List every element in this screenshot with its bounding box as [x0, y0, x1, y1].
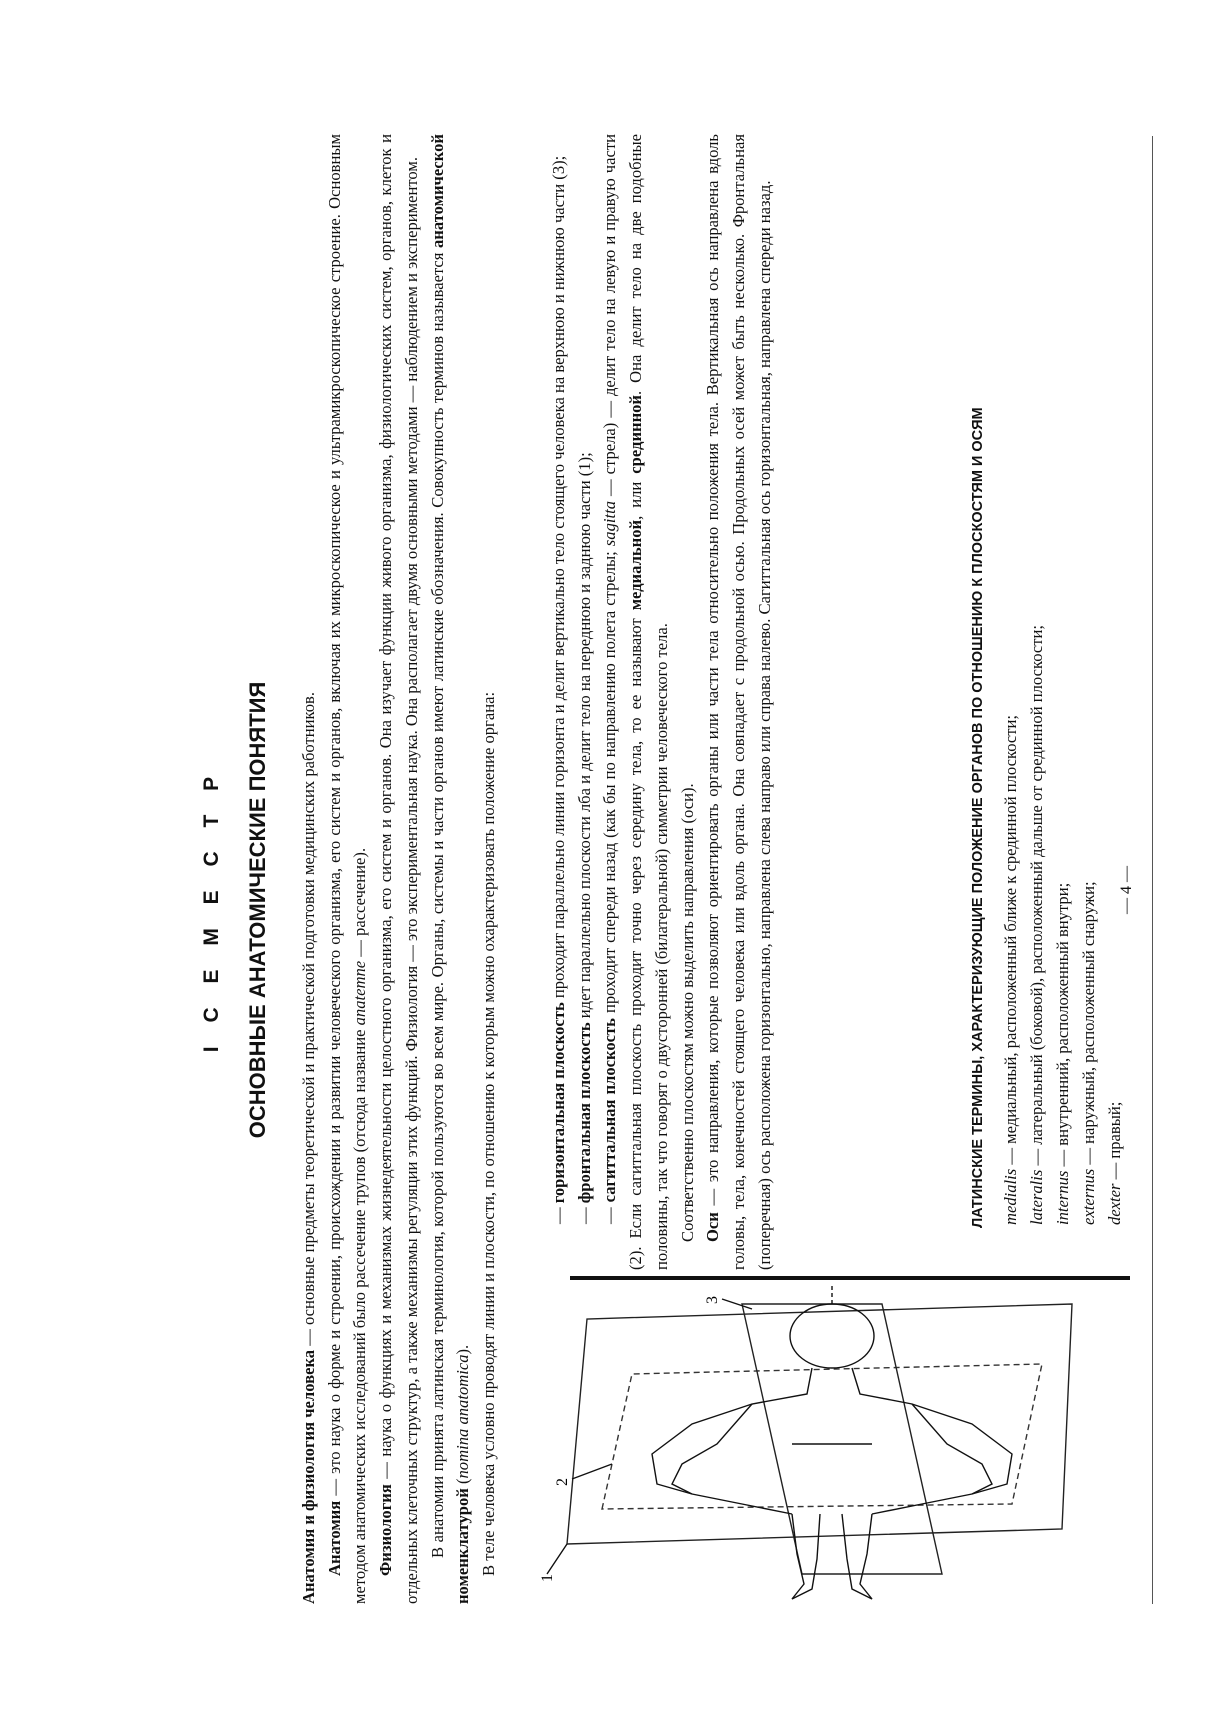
- item-sagittal: — сагиттальная плоскость проходит спереди назад (как бы по направлению полета стрелы; sagitta — стрела) — делит тело на левую и правую части (2). Если сагиттальная плоскость проходит точно через середину тела, то ее называют медиальной, или срединной. Она делит тело на две подобные половины, так что говорят о двусторонней (билатеральной) симметрии человеческого тела.: [600, 134, 671, 1270]
- label-3: 3: [704, 1296, 721, 1304]
- body-planes-figure: [539, 1284, 1117, 1604]
- planes-text: [546, 134, 777, 1270]
- semester-heading: I С Е М Е С Т Р: [200, 767, 223, 1053]
- item-frontal: — фронтальная плоскость идет параллельно плоскости лба и делит тело на переднюю и заднюю части (1);: [574, 452, 594, 1224]
- paragraph-terminology: В анатомии принята латинская терминология, которой пользуются во всем мире. Органы, системы и части органов имеют латинские обозначения. Совокупность терминов называется анатомической номенклатурой (nomina anatomica).: [427, 134, 473, 1604]
- paragraph-anatomy: Анатомия — это наука о форме и строении, происхождении и развитии человеческого организма, его систем и органов, включая их микроскопическое и ультрамикроскопическое строение. Основным методом анатомических исследований было рассечение трупов (отсюда название anatemne — рассечение).: [324, 134, 370, 1604]
- paragraph-axes: Оси — это направления, которые позволяют ориентировать органы или части тела относительно положения тела. Вертикальная ось направлена вдоль головы, тела, конечностей стоящего человека или вдоль органа. Она совпадает с продольной осью. Продольных осей может быть несколько. Фронтальная (поперечная) ось расположена горизонтально, направлена слева направо или справа налево. Сагиттальная ось горизонтальная, направлена спереди назад.: [703, 134, 774, 1270]
- paragraph-planes-intro: В теле человека условно проводят линии и плоскости, по отношению к которым можно охарактеризовать положение органа:: [478, 691, 498, 1576]
- label-2: 2: [554, 1478, 571, 1486]
- label-1: 1: [539, 1574, 556, 1582]
- paragraph-axes-intro: Соответственно плоскостям можно выделить направления (оси).: [677, 783, 697, 1242]
- term-item: lateralis — латеральный (боковой), расположенный дальше от срединной плоскости;: [1027, 624, 1046, 1225]
- figure-divider: [570, 1276, 1130, 1280]
- terms-heading: ЛАТИНСКИЕ ТЕРМИНЫ, ХАРАКТЕРИЗУЮЩИЕ ПОЛОЖЕНИЕ ОРГАНОВ ПО ОТНОШЕНИЮ К ПЛОСКОСТЯМ И ОСЯМ: [970, 407, 986, 1228]
- paragraph-physiology: Физиология — наука о функциях и механизмах жизнедеятельности целостного организма, его систем и органов. Она изучает функции живого организма, физиологических систем, органов, клеток и отдельных клеточных структур, а также механизмы регуляции этих функций. Физиология — это экспериментальная наука. Она располагает двумя основными методами — наблюдением и экспериментом.: [376, 134, 421, 1604]
- term-item: dexter — правый;: [1105, 1101, 1124, 1225]
- term-item: medialis — медиальный, расположенный ближе к срединной плоскости;: [1001, 714, 1020, 1225]
- page-title: ОСНОВНЫЕ АНАТОМИЧЕСКИЕ ПОНЯТИЯ: [245, 681, 270, 1139]
- item-horizontal: — горизонтальная плоскость проходит параллельно линии горизонта и делит вертикально тело стоящего человека на верхнюю и нижнюю части (3);: [549, 155, 568, 1224]
- rotated-page: [0, 40, 1150, 1680]
- term-item: externus — наружный, расположенный снаружи;: [1079, 881, 1098, 1225]
- intro-text: [296, 134, 502, 1604]
- page-number: — 4 —: [1118, 866, 1135, 914]
- terms-list: [998, 125, 1128, 1225]
- term-item: internus — внутренний, расположенный внутри;: [1053, 882, 1072, 1225]
- paragraph-intro: Анатомия и физиология человека — основные предметы теоретической и практической подготовки медицинских работников.: [299, 691, 318, 1604]
- bottom-rule: [1152, 136, 1153, 1604]
- body-planes-illustration: [539, 1284, 1117, 1604]
